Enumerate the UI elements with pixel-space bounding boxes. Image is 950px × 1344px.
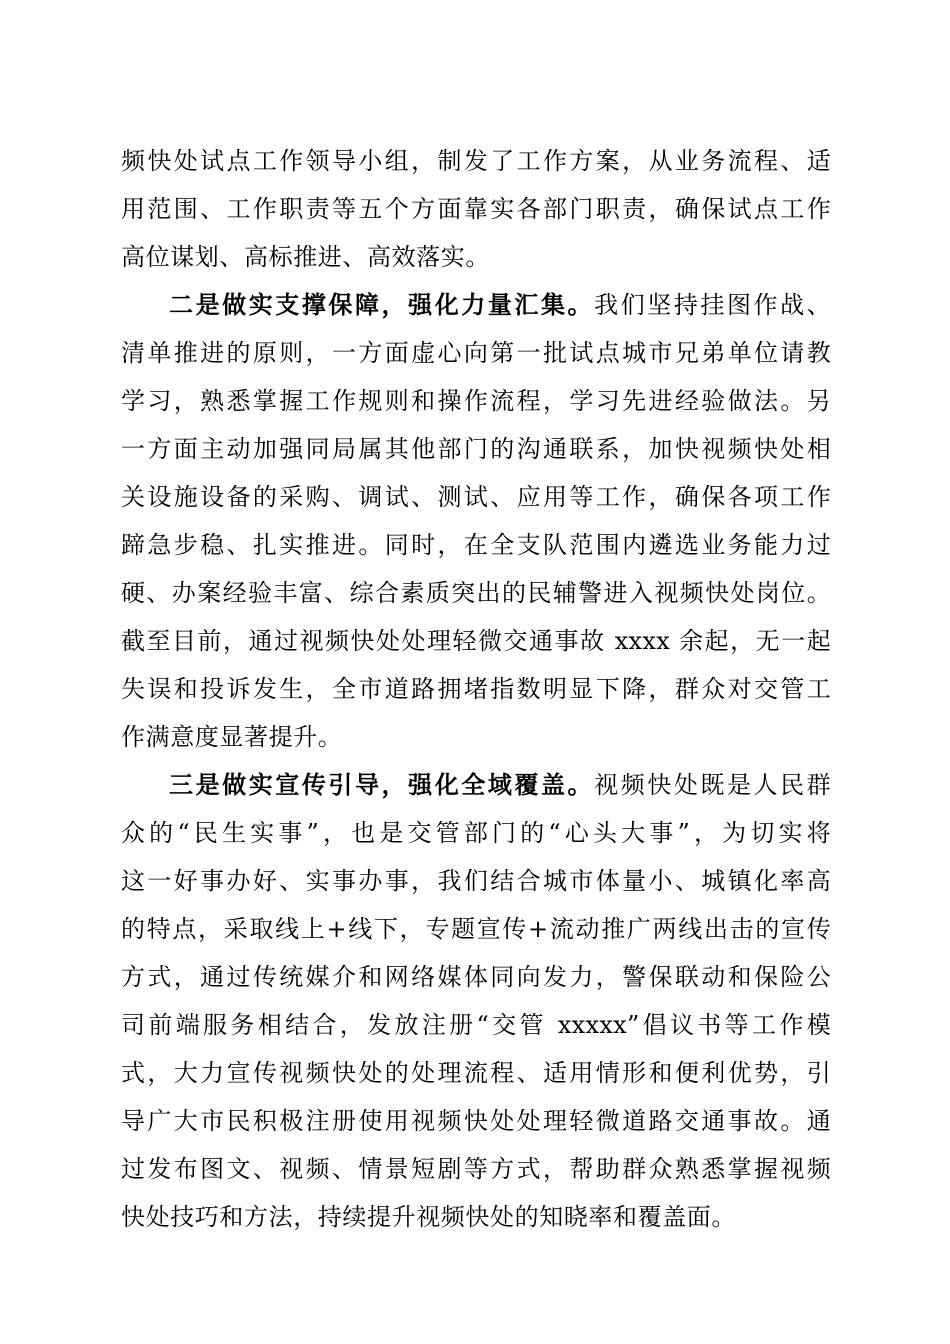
document-body (121, 137, 831, 1241)
paragraph-2-line: 关设施设备的采购、调试、测试、应用等工作，确保各项工作 (121, 483, 831, 511)
paragraph-3-line: 这一好事办好、实事办事，我们结合城市体量小、城镇化率高 (121, 867, 831, 895)
paragraph-3-line: 过发布图文、视频、情景短剧等方式，帮助群众熟悉掌握视频 (121, 1155, 831, 1183)
paragraph-2-line: 作满意度显著提升。 (121, 723, 343, 751)
paragraph-2-line: 学习，熟悉掌握工作规则和操作流程，学习先进经验做法。另 (121, 387, 831, 415)
paragraph-3-line: 式，大力宣传视频快处的处理流程、适用情形和便利优势，引 (121, 1059, 831, 1087)
paragraph-3-line: 快处技巧和方法，持续提升视频快处的知晓率和覆盖面。 (121, 1203, 736, 1231)
paragraph-2-first-line (121, 281, 831, 329)
paragraph-2-heading: 二是做实支撑保障，强化力量汇集。 (169, 290, 595, 319)
paragraph-3-line-rest: 视频快处既是人民群 (594, 771, 831, 799)
paragraph-2-line: 硬、办案经验丰富、综合素质突出的民辅警进入视频快处岗位。 (121, 579, 831, 607)
paragraph-2-line: 清单推进的原则，一方面虚心向第一批试点城市兄弟单位请教 (121, 339, 831, 367)
paragraph-3-line: 司前端服务相结合，发放注册“交管 xxxxx”倡议书等工作模 (121, 1011, 831, 1039)
paragraph-1-line: 用范围、工作职责等五个方面靠实各部门职责，确保试点工作 (121, 195, 831, 223)
paragraph-1-line: 频快处试点工作领导小组，制发了工作方案，从业务流程、适 (121, 147, 831, 175)
paragraph-2-line: 一方面主动加强同局属其他部门的沟通联系，加快视频快处相 (121, 435, 831, 463)
paragraph-1-line: 高位谋划、高标推进、高效落实。 (121, 243, 490, 271)
paragraph-3-first-line (121, 761, 831, 809)
paragraph-3-line: 众的“民生实事”，也是交管部门的“心头大事”，为切实将 (121, 819, 831, 847)
paragraph-3-line: 的特点，采取线上+线下，专题宣传+流动推广两线出击的宣传 (121, 915, 831, 943)
paragraph-3-line: 方式，通过传统媒介和网络媒体同向发力，警保联动和保险公 (121, 963, 831, 991)
paragraph-2-line-rest: 我们坚持挂图作战、 (594, 291, 831, 319)
paragraph-3-heading: 三是做实宣传引导，强化全域覆盖。 (169, 770, 595, 799)
paragraph-2-line: 失误和投诉发生，全市道路拥堵指数明显下降，群众对交管工 (121, 675, 831, 703)
paragraph-2-line: 蹄急步稳、扎实推进。同时，在全支队范围内遴选业务能力过 (121, 531, 831, 559)
paragraph-3-line: 导广大市民积极注册使用视频快处处理轻微道路交通事故。通 (121, 1107, 831, 1135)
paragraph-2-line: 截至目前，通过视频快处处理轻微交通事故 xxxx 余起，无一起 (121, 627, 831, 655)
